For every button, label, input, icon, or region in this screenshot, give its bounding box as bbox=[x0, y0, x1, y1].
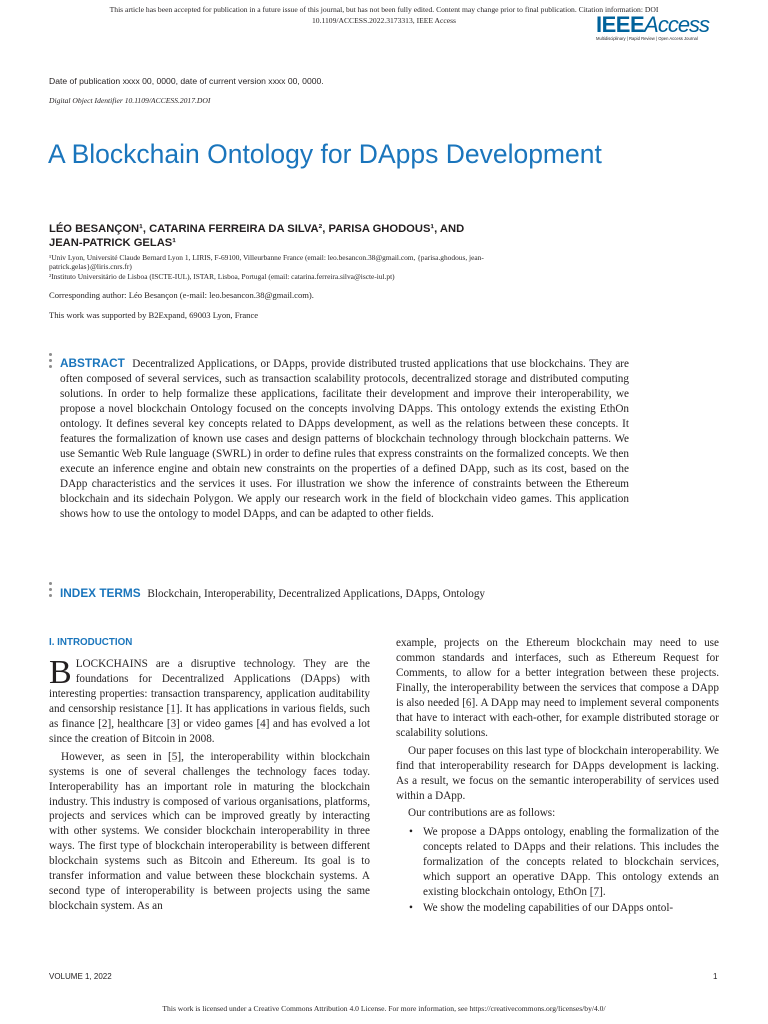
text-span: We propose a DApps ontology, enabling the formalization of the concepts related to DApps and their relations. This includes the formalization of the concepts related to blockchain services, which support an operative DApp. This ontology extends an existing blockchain ontology, EthOn bbox=[423, 826, 719, 899]
citation-link[interactable]: [7] bbox=[589, 886, 603, 899]
corresponding-author: Corresponding author: Léo Besançon (e-mail: leo.besancon.38@gmail.com). bbox=[49, 290, 314, 300]
index-terms-text: Blockchain, Interoperability, Decentralized Applications, DApps, Ontology bbox=[147, 588, 486, 600]
list-item: • We show the modeling capabilities of our DApps ontol- bbox=[423, 901, 719, 916]
authors-line-2: JEAN-PATRICK GELAS¹ bbox=[49, 236, 176, 249]
index-terms-marker-icon bbox=[49, 582, 53, 600]
intro-paragraph-5: Our contributions are as follows: bbox=[408, 807, 556, 820]
author-list bbox=[49, 223, 609, 250]
article-title: A Blockchain Ontology for DApps Development bbox=[48, 139, 602, 169]
doi-line: Digital Object Identifier 10.1109/ACCESS.2017.DOI bbox=[49, 96, 211, 105]
contributions-list bbox=[396, 825, 719, 916]
text-span: . It has applications in various fields, such as finance bbox=[49, 702, 370, 730]
affiliation-2: ²Instituto Universitário de Lisboa (ISCTE-IUL), ISTAR, Lisboa, Portugal (email: catarina.ferreira.silva@iscte-iul.pt) bbox=[49, 271, 395, 281]
citation-link[interactable]: [5] bbox=[168, 750, 182, 763]
abstract bbox=[60, 356, 629, 521]
abstract-label: ABSTRACT bbox=[60, 356, 125, 370]
logo-wordmark bbox=[596, 13, 716, 37]
affiliations bbox=[49, 253, 549, 281]
index-terms-label: INDEX TERMS bbox=[60, 586, 141, 600]
abstract-marker-icon bbox=[49, 353, 53, 371]
index-terms bbox=[60, 586, 629, 602]
text-span: . bbox=[602, 886, 606, 899]
volume-footer: VOLUME 1, 2022 bbox=[49, 972, 112, 981]
publication-date: Date of publication xxxx 00, 0000, date of current version xxxx 00, 0000. bbox=[49, 76, 324, 86]
abstract-text: Decentralized Applications, or DApps, provide distributed trusted applications that use blockchains. They are often composed of several services, such as transaction scalability protocols, decentralized storage and distributed computing solutions. In order to help formalize these applications, facilitate their development and improve their interoperability, we propose a novel blockchain Ontology focused on the concepts involving DApps. This ontology extends the existing EthOn ontology. It defines several key concepts related to DApps development, as well as the relations between these concepts. It features the formalization of known use cases and design patterns of blockchain technology through blockchain patterns. We use Semantic Web Rule language (SWRL) in order to define rules that express constraints on the formalized concepts. We then execute an inference engine and obtain new constraints on the properties of a defined DApp, such as its cost, based on the DApp characteristics and the services it uses. For illustration we show the inference of constraints between the Ethereum blockchain and its sidechain Polygon. We apply our research work in the field of blockchain video games. This application shows how to use the ontology to model DApps, and can be adapted to other fields. bbox=[60, 358, 629, 520]
notice-line-1: This article has been accepted for publication in a future issue of this journal, but has not been fully edited. Content may change prior to final publication. Citation information: DOI bbox=[109, 5, 659, 14]
drop-cap: B bbox=[49, 653, 72, 691]
intro-paragraph-4: Our paper focuses on this last type of blockchain interoperability. We find that interoperability research for DApps development is lacking. As a result, we focus on the semantic interoperability of services used within a DApp. bbox=[396, 744, 719, 802]
text-span: , the interoperability within blockchain systems is one of several challenges the technology faces today. Interoperability has an important role in maturing the blockchain industry. This industry is composed of various organisations, platforms, projects and services which can be improved greatly by interacting with other systems. We consider blockchain interoperability in three ways. The first type of blockchain interoperability is between different blockchain systems such as Bitcoin and Ethereum. Its goal is to transfer information and value between these blockchain systems. A second type of interoperability is between projects using the same blockchain system. As an bbox=[49, 750, 370, 913]
logo-tagline: Multidisciplinary | Rapid Review | Open Access Journal bbox=[596, 36, 698, 41]
citation-link[interactable]: [2] bbox=[98, 717, 112, 730]
authors-line-1: LÉO BESANÇON¹, CATARINA FERREIRA DA SILVA², PARISA GHODOUS¹, AND bbox=[49, 223, 465, 235]
text-span: or video games bbox=[179, 717, 257, 730]
section-heading-introduction: I. INTRODUCTION bbox=[49, 637, 133, 648]
text-span: and has evolved a lot since the creation of Bitcoin in 2008. bbox=[49, 717, 370, 745]
intro-paragraph-2 bbox=[49, 750, 370, 914]
notice-line-2: 10.1109/ACCESS.2022.3173313, IEEE Access bbox=[312, 16, 456, 25]
ieee-access-logo[interactable] bbox=[596, 13, 716, 41]
affiliation-1: ¹Univ Lyon, Université Claude Bernard Lyon 1, LIRIS, F-69100, Villeurbanne France (email: leo.besancon.38@gmail.com, {parisa.ghodous, jean-patrick.gelas}@liris.cnrs.fr) bbox=[49, 253, 484, 272]
text-span: . A DApp may need to implement several components that have to interact with each-other, for example distributed storage or scalability solutions. bbox=[396, 696, 719, 739]
citation-link[interactable]: [1] bbox=[166, 702, 180, 715]
citation-link[interactable]: [3] bbox=[166, 717, 180, 730]
text-span: , healthcare bbox=[111, 717, 167, 730]
text-span: LOCKCHAINS are a disruptive technology. They are the foundations for Decentralized Applications (DApps) with interesting properties: transaction transparency, application auditability and censorship resistance bbox=[49, 657, 370, 715]
citation-link[interactable]: [4] bbox=[256, 717, 270, 730]
column-right bbox=[396, 636, 719, 917]
text-span: example, projects on the Ethereum blockchain may need to use common standards and interfaces, such as Ethereum Request for Comments, to allow for a better integration between these projects. Finally, the interoperability between the services that compose a DApp is also needed bbox=[396, 637, 719, 709]
intro-paragraph-1 bbox=[49, 653, 370, 747]
text-span: However, as seen in bbox=[61, 750, 169, 763]
column-left bbox=[49, 636, 370, 914]
list-item bbox=[423, 825, 719, 900]
citation-link[interactable]: [6] bbox=[462, 696, 476, 709]
funding-note: This work was supported by B2Expand, 69003 Lyon, France bbox=[49, 310, 259, 320]
license-notice: This work is licensed under a Creative Commons Attribution 4.0 License. For more information, see https://creativecommons.org/licenses/by/4.0/ bbox=[162, 1004, 606, 1013]
intro-paragraph-3 bbox=[396, 636, 719, 741]
logo-access: Access bbox=[644, 12, 710, 37]
page-number: 1 bbox=[713, 972, 718, 981]
logo-ieee: IEEE bbox=[596, 12, 645, 37]
